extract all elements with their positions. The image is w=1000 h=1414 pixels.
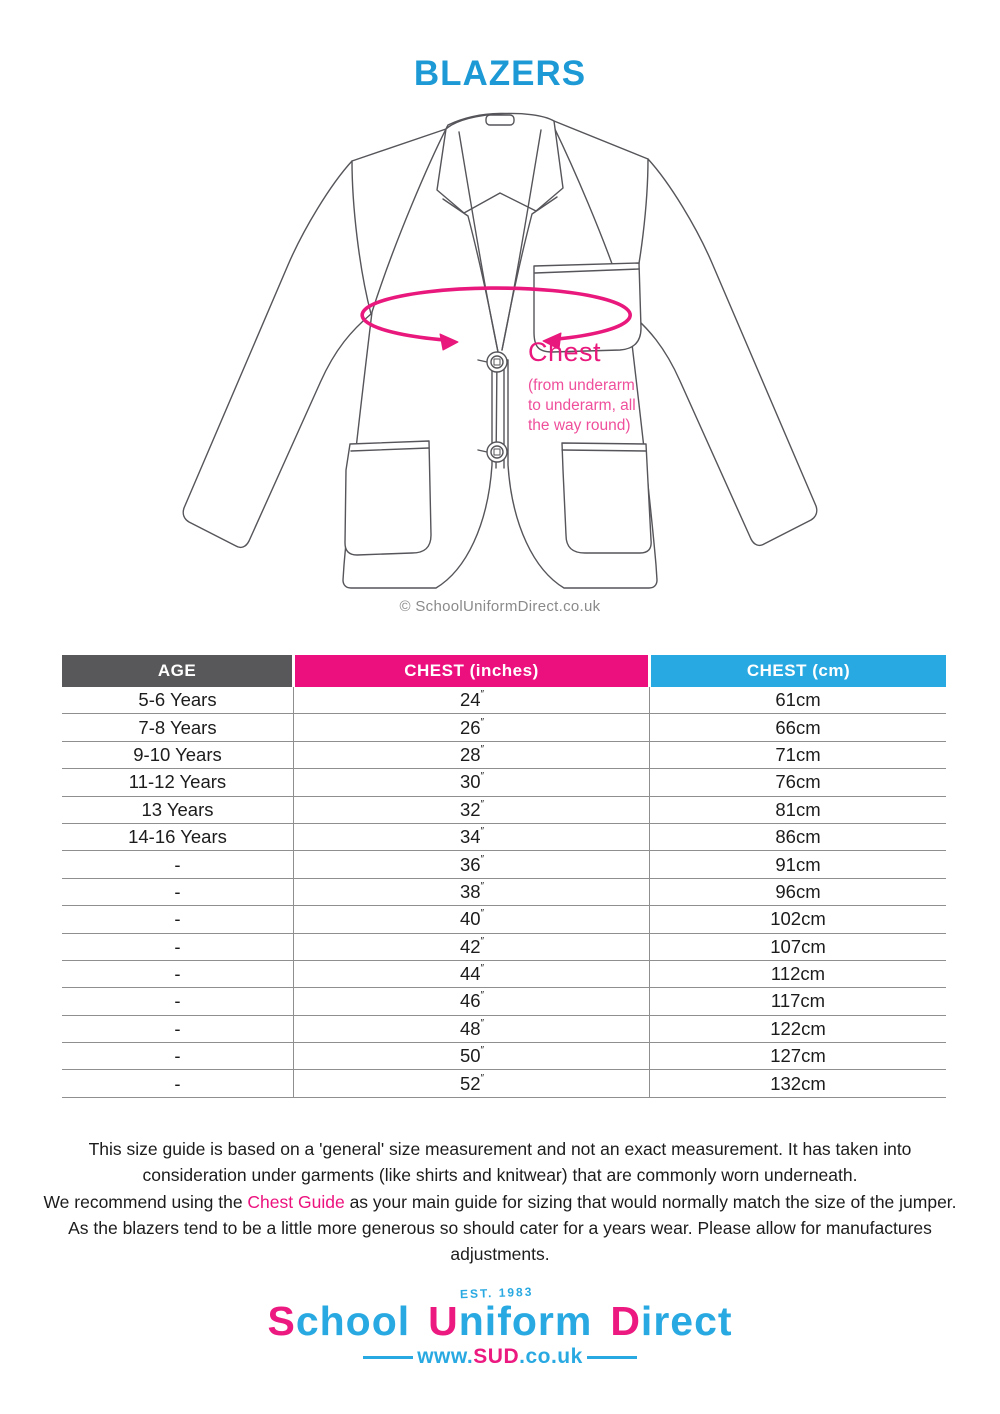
table-row — [62, 933, 946, 960]
cell-age — [62, 769, 294, 796]
table-row — [62, 1015, 946, 1042]
cell-chest-cm — [650, 796, 947, 823]
header-chest-inches: CHEST (inches) — [294, 655, 650, 687]
inch-symbol: ″ — [480, 880, 484, 892]
cell-value: - — [174, 1072, 181, 1094]
note-text: as your main guide for sizing that would normally match the size of the jumper. As the blazers tend to be a little more generous so should cater for a years wear. Please allow for manufactures adjustments. — [68, 1191, 957, 1264]
cell-chest-inches — [294, 1070, 650, 1097]
cell-chest-inches — [294, 878, 650, 905]
cell-value: 127cm — [770, 1045, 826, 1067]
cell-value: 46 — [459, 990, 481, 1012]
logo-url-sud: SUD — [473, 1345, 520, 1369]
cell-chest-inches — [294, 741, 650, 768]
cell-chest-inches — [294, 906, 650, 933]
logo-letters: chool — [295, 1298, 411, 1344]
table-row — [62, 714, 946, 741]
cell-chest-inches — [294, 1043, 650, 1070]
table-row — [62, 823, 946, 850]
cell-chest-inches — [294, 714, 650, 741]
cell-chest-cm — [650, 769, 947, 796]
cell-value: 50 — [459, 1045, 481, 1067]
cell-value: 5-6 Years — [138, 689, 217, 711]
cell-value: 24 — [459, 689, 481, 711]
cell-value: 36 — [459, 853, 481, 875]
logo-url[interactable] — [359, 1345, 641, 1369]
inch-symbol: ″ — [480, 689, 484, 701]
cell-chest-cm — [650, 714, 947, 741]
inch-symbol: ″ — [480, 1072, 484, 1084]
cell-age — [62, 960, 294, 987]
note-paragraph-2 — [40, 1189, 960, 1268]
logo-letters: irect — [640, 1298, 733, 1344]
cell-chest-inches — [294, 796, 650, 823]
table-row — [62, 906, 946, 933]
cell-chest-inches — [294, 960, 650, 987]
inch-symbol: ″ — [480, 853, 484, 865]
cell-age — [62, 687, 294, 714]
cell-value: 48 — [459, 1017, 481, 1039]
cell-age — [62, 823, 294, 850]
chest-description — [528, 376, 636, 436]
cell-value: - — [174, 963, 181, 985]
table-row — [62, 741, 946, 768]
inch-symbol: ″ — [480, 771, 484, 783]
cell-chest-inches — [294, 823, 650, 850]
cell-value: 52 — [459, 1072, 481, 1094]
cell-value: - — [174, 880, 181, 902]
logo-rule-left — [363, 1356, 413, 1359]
cell-value: 7-8 Years — [138, 716, 217, 738]
logo-wordmark — [258, 1300, 741, 1343]
table-row — [62, 687, 946, 714]
cell-age — [62, 1015, 294, 1042]
inch-symbol: ″ — [480, 1045, 484, 1057]
inch-symbol: ″ — [480, 798, 484, 810]
cell-chest-cm — [650, 960, 947, 987]
chest-label: Chest — [528, 337, 602, 367]
cell-chest-cm — [650, 1015, 947, 1042]
cell-value: 102cm — [770, 908, 826, 930]
logo-url-www: www. — [417, 1345, 474, 1369]
table-row — [62, 851, 946, 878]
cell-value: 30 — [459, 771, 481, 793]
cell-value: 14-16 Years — [128, 826, 227, 848]
cell-age — [62, 851, 294, 878]
cell-value: - — [174, 990, 181, 1012]
cell-age — [62, 741, 294, 768]
cell-value: 96cm — [775, 880, 821, 902]
cell-age — [62, 1043, 294, 1070]
copyright-credit: © SchoolUniformDirect.co.uk — [399, 598, 601, 615]
cell-value: 122cm — [770, 1017, 826, 1039]
cell-age — [62, 714, 294, 741]
cell-value: - — [174, 935, 181, 957]
cell-chest-cm — [650, 741, 947, 768]
logo-letter: U — [428, 1298, 459, 1344]
cell-chest-cm — [650, 1043, 947, 1070]
cell-value: 40 — [459, 908, 481, 930]
cell-age — [62, 988, 294, 1015]
cell-value: 11-12 Years — [128, 771, 227, 793]
cell-value: 26 — [459, 716, 481, 738]
note-paragraph-1: This size guide is based on a 'general' size measurement and not an exact measurement. It has taken into consideration under garments (like shirts and knitwear) that are commonly worn underneath. — [88, 1139, 912, 1186]
cell-value: - — [174, 1017, 181, 1039]
cell-value: 38 — [459, 880, 481, 902]
chest-description-line: to underarm, all — [528, 397, 636, 414]
cell-chest-cm — [650, 687, 947, 714]
cell-chest-cm — [650, 1070, 947, 1097]
cell-value: 34 — [459, 826, 481, 848]
cell-value: 28 — [459, 743, 481, 765]
cell-value: - — [174, 1045, 181, 1067]
inch-symbol: ″ — [480, 826, 484, 838]
cell-value: 13 Years — [141, 798, 214, 820]
cell-value: 61cm — [775, 689, 821, 711]
inch-symbol: ″ — [480, 990, 484, 1002]
cell-value: 9-10 Years — [133, 743, 222, 765]
size-table-body — [62, 687, 946, 1097]
cell-value: - — [174, 908, 181, 930]
cell-value: 132cm — [770, 1072, 826, 1094]
cell-value: 42 — [459, 935, 481, 957]
logo-url-couk: .co.uk — [519, 1345, 583, 1369]
chest-description-line: the way round) — [528, 417, 631, 434]
cell-value: 32 — [459, 798, 481, 820]
size-table — [62, 655, 946, 1098]
cell-value: 66cm — [775, 716, 821, 738]
inch-symbol: ″ — [480, 908, 484, 920]
chest-description-line: (from underarm — [528, 377, 635, 394]
cell-chest-cm — [650, 988, 947, 1015]
cell-value: 112cm — [770, 963, 826, 985]
cell-chest-cm — [650, 906, 947, 933]
blazer-diagram — [170, 105, 830, 605]
cell-chest-cm — [650, 851, 947, 878]
page-title: BLAZERS — [413, 54, 587, 93]
table-row — [62, 769, 946, 796]
table-row — [62, 1070, 946, 1097]
cell-value: 76cm — [775, 771, 821, 793]
size-guide-note — [40, 1136, 960, 1267]
inch-symbol: ″ — [480, 716, 484, 728]
cell-chest-inches — [294, 769, 650, 796]
cell-value: 86cm — [775, 826, 821, 848]
inch-symbol: ″ — [480, 963, 484, 975]
brand-logo — [0, 1286, 1000, 1369]
cell-value: 107cm — [770, 935, 826, 957]
cell-value: 81cm — [775, 798, 821, 820]
cell-age — [62, 906, 294, 933]
chest-guide-link[interactable]: Chest Guide — [247, 1191, 345, 1212]
cell-chest-inches — [294, 851, 650, 878]
cell-age — [62, 933, 294, 960]
logo-letters: niform — [458, 1298, 593, 1344]
cell-chest-inches — [294, 1015, 650, 1042]
cell-age — [62, 878, 294, 905]
header-chest-cm: CHEST (cm) — [650, 655, 947, 687]
table-row — [62, 988, 946, 1015]
cell-value: 44 — [459, 963, 481, 985]
inch-symbol: ″ — [480, 935, 484, 947]
logo-letter: D — [610, 1298, 641, 1344]
cell-chest-inches — [294, 933, 650, 960]
cell-value: 71cm — [775, 743, 821, 765]
inch-symbol: ″ — [480, 743, 484, 755]
cell-chest-inches — [294, 687, 650, 714]
blazer-line-drawing-icon — [170, 105, 830, 605]
table-row — [62, 1043, 946, 1070]
cell-age — [62, 796, 294, 823]
header-age: AGE — [62, 655, 294, 687]
cell-chest-cm — [650, 933, 947, 960]
logo-rule-right — [587, 1356, 637, 1359]
table-row — [62, 878, 946, 905]
logo-letter: S — [267, 1298, 296, 1344]
cell-chest-inches — [294, 988, 650, 1015]
cell-value: - — [174, 853, 181, 875]
cell-chest-cm — [650, 823, 947, 850]
cell-chest-cm — [650, 878, 947, 905]
table-row — [62, 960, 946, 987]
note-text: We recommend using the — [43, 1191, 248, 1212]
cell-age — [62, 1070, 294, 1097]
inch-symbol: ″ — [480, 1017, 484, 1029]
logo-est-text: EST. 1983 — [460, 1284, 534, 1302]
table-header-row — [62, 655, 946, 687]
table-row — [62, 796, 946, 823]
cell-value: 117cm — [770, 990, 826, 1012]
cell-value: 91cm — [775, 853, 821, 875]
